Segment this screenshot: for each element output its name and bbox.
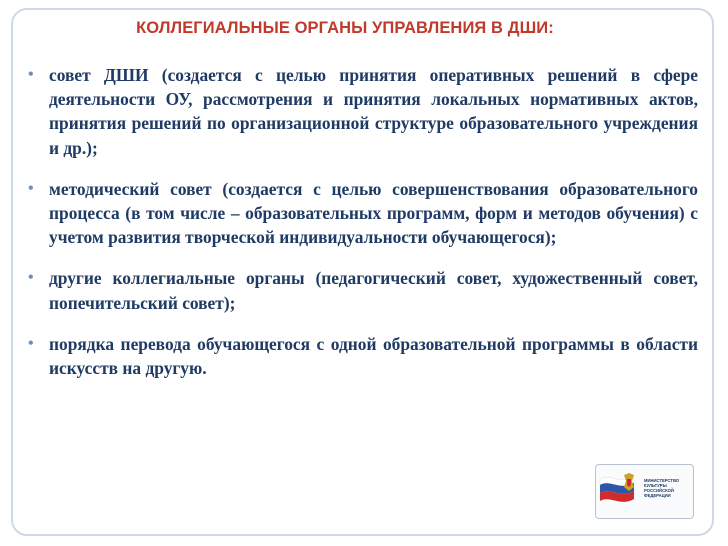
list-item	[28, 266, 698, 314]
slide-title: КОЛЛЕГИАЛЬНЫЕ ОРГАНЫ УПРАВЛЕНИЯ В ДШИ:	[136, 19, 554, 37]
list-item-text: совет ДШИ (создается с целью принятия оперативных решений в сфере деятельности ОУ, рассмотрения и принятия локальных нормативных актов, принятия решений по организационной структуре образовательного учреждения и др.);	[49, 65, 698, 158]
list-item	[28, 332, 698, 380]
ministry-logo	[595, 464, 694, 519]
list-item-text: методический совет (создается с целью совершенствования образовательного процесса (в том числе – образовательных программ, форм и методов обучения) с учетом развития творческой индивидуальности обучающегося);	[49, 178, 698, 248]
list-item	[28, 63, 698, 160]
list-item	[28, 177, 698, 250]
bullet-icon: •	[28, 269, 34, 287]
bullet-icon: •	[28, 66, 34, 83]
bullet-icon: •	[28, 179, 34, 197]
list-item-text: порядка перевода обучающегося с одной образовательной программы в области искусств на другую.	[49, 333, 698, 379]
bullet-list	[28, 63, 698, 397]
logo-caption: МИНИСТЕРСТВО КУЛЬТУРЫ РОССИЙСКОЙ ФЕДЕРАЦИИ	[644, 478, 680, 498]
list-item-text: другие коллегиальные органы (педагогический совет, художественный совет, попечительский совет);	[49, 268, 698, 313]
bullet-icon: •	[28, 334, 34, 352]
